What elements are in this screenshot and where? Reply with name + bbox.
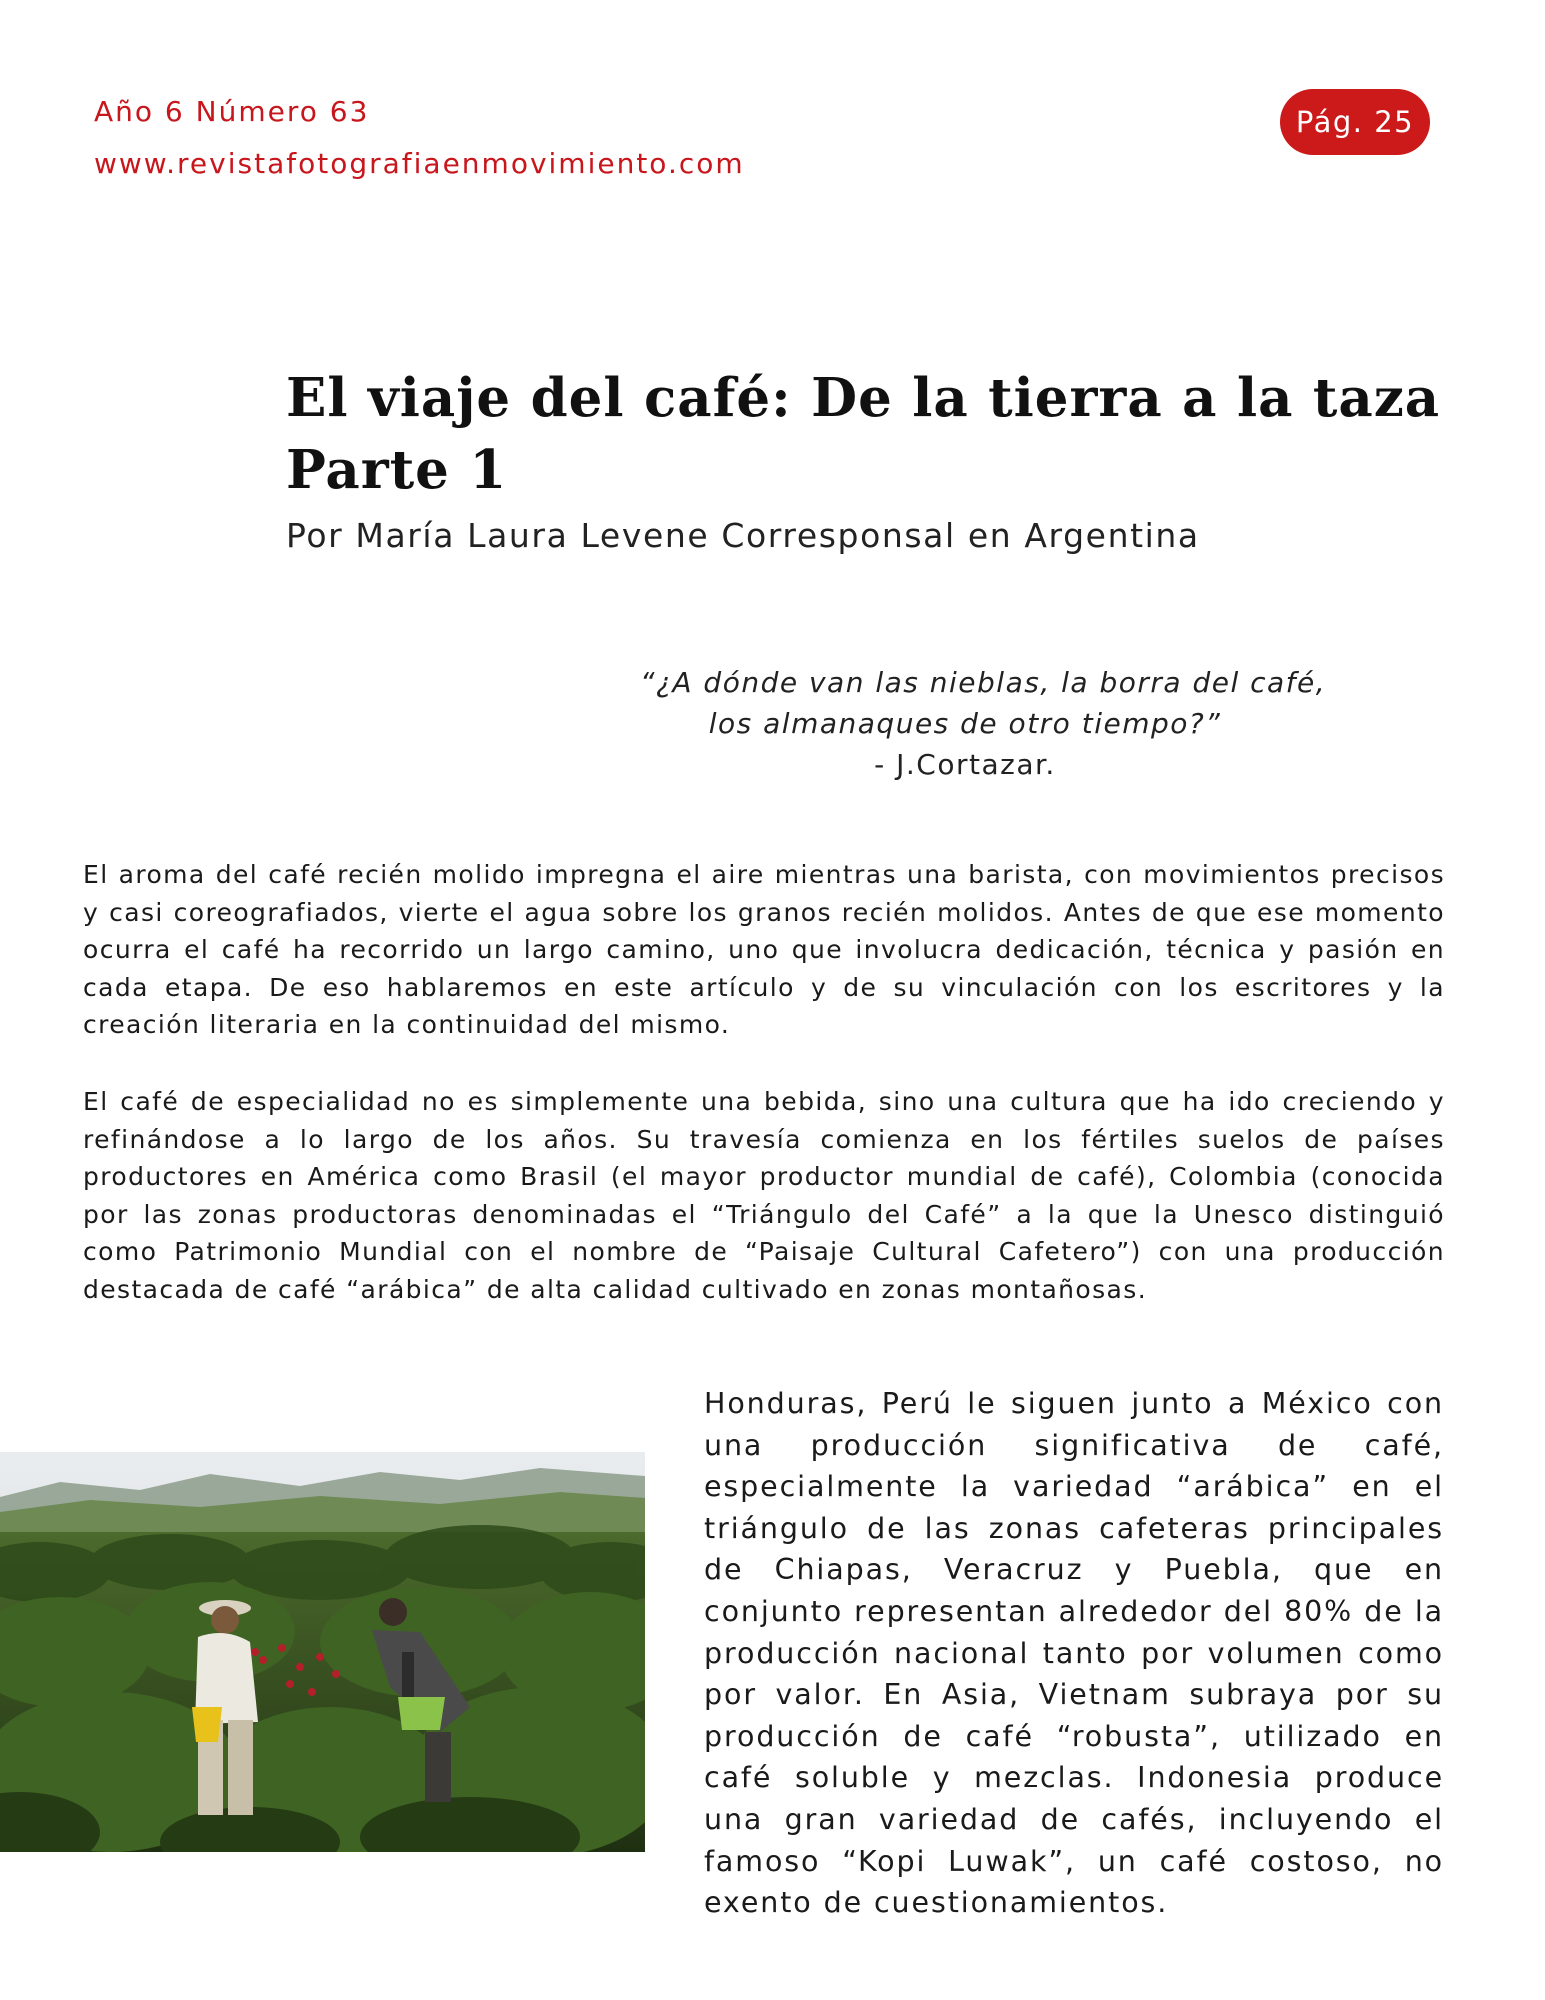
coffee-harvest-photo	[0, 1452, 645, 1852]
body-paragraph-2: El café de especialidad no es simplemente una bebida, sino una cultura que ha ido creciendo y refinándose a lo largo de los años. Su travesía comienza en los fértiles suelos de países productores en América como Brasil (el mayor productor mundial de café), Colombia (conocida por las zonas productoras denominadas el “Triángulo del Café” a la que la Unesco distinguió como Patrimonio Mundial con el nombre de “Paisaje Cultural Cafetero”) con una producción destacada de café “arábica” de alta calidad cultivado en zonas montañosas.	[83, 1087, 1445, 1304]
issue-header	[94, 86, 745, 190]
quote-author: - J.Cortazar.	[874, 748, 1056, 781]
body-paragraph-1: El aroma del café recién molido impregna el aire mientras una barista, con movimientos precisos y casi coreografiados, vierte el agua sobre los granos recién molidos. Antes de que ese momento ocurra el café ha recorrido un largo camino, uno que involucra dedicación, técnica y pasión en cada etapa. De eso hablaremos en este artículo y de su vinculación con los escritores y la creación literaria en la continuidad del mismo.	[83, 860, 1445, 1039]
article-title	[286, 362, 1466, 506]
article-title-line-2: Parte 1	[286, 439, 508, 501]
page-number-badge	[1280, 89, 1430, 155]
issue-number: Año 6 Número 63	[94, 95, 370, 128]
article-title-line-1: El viaje del café: De la tierra a la taza	[286, 367, 1441, 429]
quote-line-1: “¿A dónde van las nieblas, la borra del café,	[640, 666, 1327, 699]
website-link[interactable]: www.revistafotografiaenmovimiento.com	[94, 147, 745, 180]
body-paragraph-3: Honduras, Perú le siguen junto a México con una producción significativa de café, especialmente la variedad “arábica” en el triángulo de las zonas cafeteras principales de Chiapas, Veracruz y Puebla, que en conjunto representan alrededor del 80% de la producción nacional tanto por volumen como por valor. En Asia, Vietnam subraya por su producción de café “robusta”, utilizado en café soluble y mezclas. Indonesia produce una gran variedad de cafés, incluyendo el famoso “Kopi Luwak”, un café costoso, no exento de cuestionamientos.	[704, 1387, 1444, 1920]
quote-line-2: los almanaques de otro tiempo?”	[708, 707, 1222, 740]
article-byline: Por María Laura Levene Corresponsal en Argentina	[286, 516, 1200, 555]
page-number-label: Pág. 25	[1295, 105, 1415, 139]
epigraph-quote	[640, 662, 1327, 785]
